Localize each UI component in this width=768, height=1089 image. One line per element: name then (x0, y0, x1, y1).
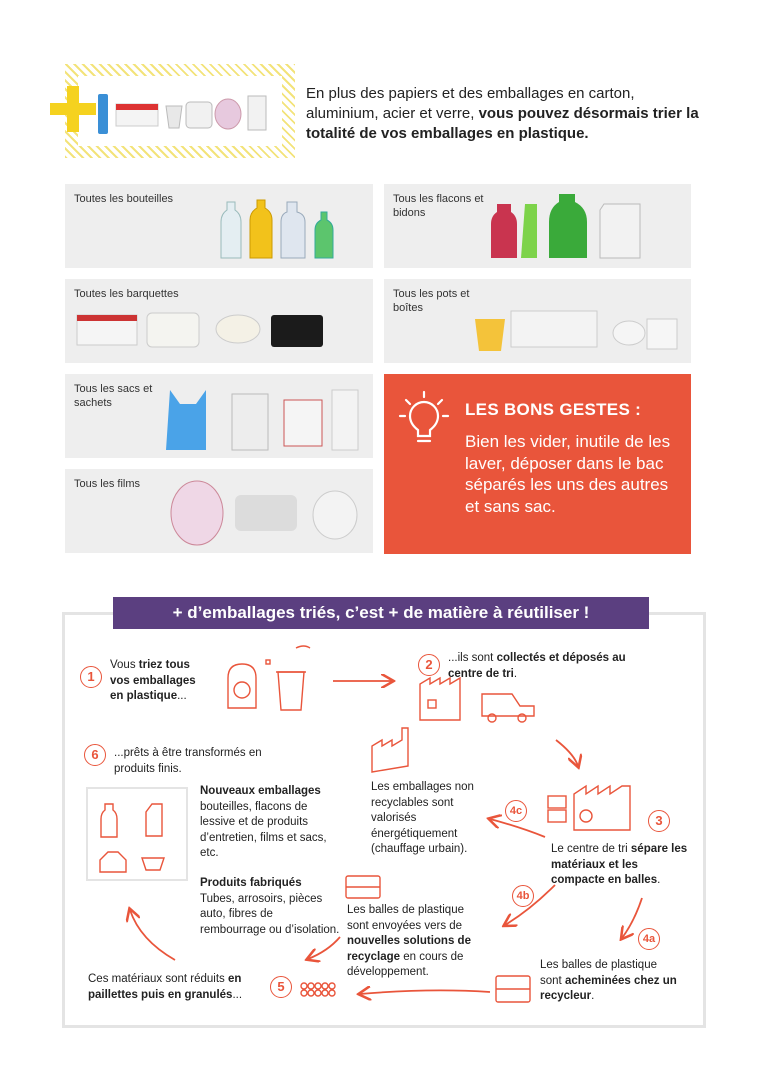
category-pots: Tous les pots et boîtes (384, 279, 691, 363)
step-4b-text: Les balles de plastique sont envoyées vers de nouvelles solutions de recyclage en cours de développement. (347, 904, 471, 978)
step-2-number: 2 (418, 654, 440, 676)
step-4c-number: 4c (505, 800, 527, 822)
bale-icon-4b (346, 876, 380, 898)
finished-products-icon (87, 788, 187, 880)
category-flacons: Tous les flacons et bidons (384, 184, 691, 268)
intro-text: En plus des papiers et des emballages en carton, aluminium, acier et verre, vous pouvez désormais trier la totalité de vos emballages en plastique. (306, 85, 699, 142)
step-3-text: Le centre de tri sépare les matériaux et les compacte en balles. (551, 843, 688, 886)
step-1-text: Vous triez tous vos emballages en plastique... (110, 659, 196, 702)
step-4c-text: Les emballages non recyclables sont valorisés énergétiquement (chauffage urbain). (371, 781, 474, 855)
step-6-number: 6 (84, 744, 106, 766)
factory-bales-icon (548, 786, 630, 830)
step-6-text: ...prêts à être transformés en produits finis. (114, 747, 262, 775)
step-1-number: 1 (80, 666, 102, 688)
step-5-text: Ces matériaux sont réduits en paillettes puis en granulés... (88, 973, 243, 1001)
cycle-banner: + d’emballages triés, c’est + de matière à réutiliser ! (113, 597, 649, 629)
arrow-2-3 (556, 740, 578, 766)
bons-gestes-title: LES BONS GESTES : (465, 400, 642, 419)
bale-icon-4a (496, 976, 530, 1002)
sorting-center-truck-icon (420, 678, 534, 722)
manufactured-products-block: Produits fabriqués Tubes, arrosoirs, pièces auto, fibres de rembourrage ou d’isolation. (200, 877, 340, 936)
category-sacs: Tous les sacs et sachets (65, 374, 373, 458)
new-packaging-block: Nouveaux emballages bouteilles, flacons de lessive et de produits d’entretien, films et sacs, etc. (200, 785, 327, 859)
step-5-number: 5 (270, 976, 292, 998)
step-4a-number: 4a (638, 928, 660, 950)
arrow-4a-5 (360, 990, 490, 994)
step-2-text: ...ils sont collectés et déposés au centre de tri. (448, 652, 626, 680)
category-barquettes: Toutes les barquettes (65, 279, 373, 363)
bons-gestes-text: Bien les vider, inutile de les laver, déposer dans le bac séparés les uns des autres et sans sac. (465, 432, 671, 516)
granules-icon (301, 983, 335, 996)
bins-icon (228, 646, 310, 710)
incinerator-icon (372, 728, 408, 772)
step-3-number: 3 (648, 810, 670, 832)
arrow-4b-5 (308, 937, 340, 959)
category-films: Tous les films (65, 469, 373, 553)
category-bouteilles: Toutes les bouteilles (65, 184, 373, 268)
arrow-5-6 (130, 910, 175, 960)
step-4a-text: Les balles de plastique sont acheminées chez un recycleur. (540, 959, 677, 1002)
step-4b-number: 4b (512, 885, 534, 907)
